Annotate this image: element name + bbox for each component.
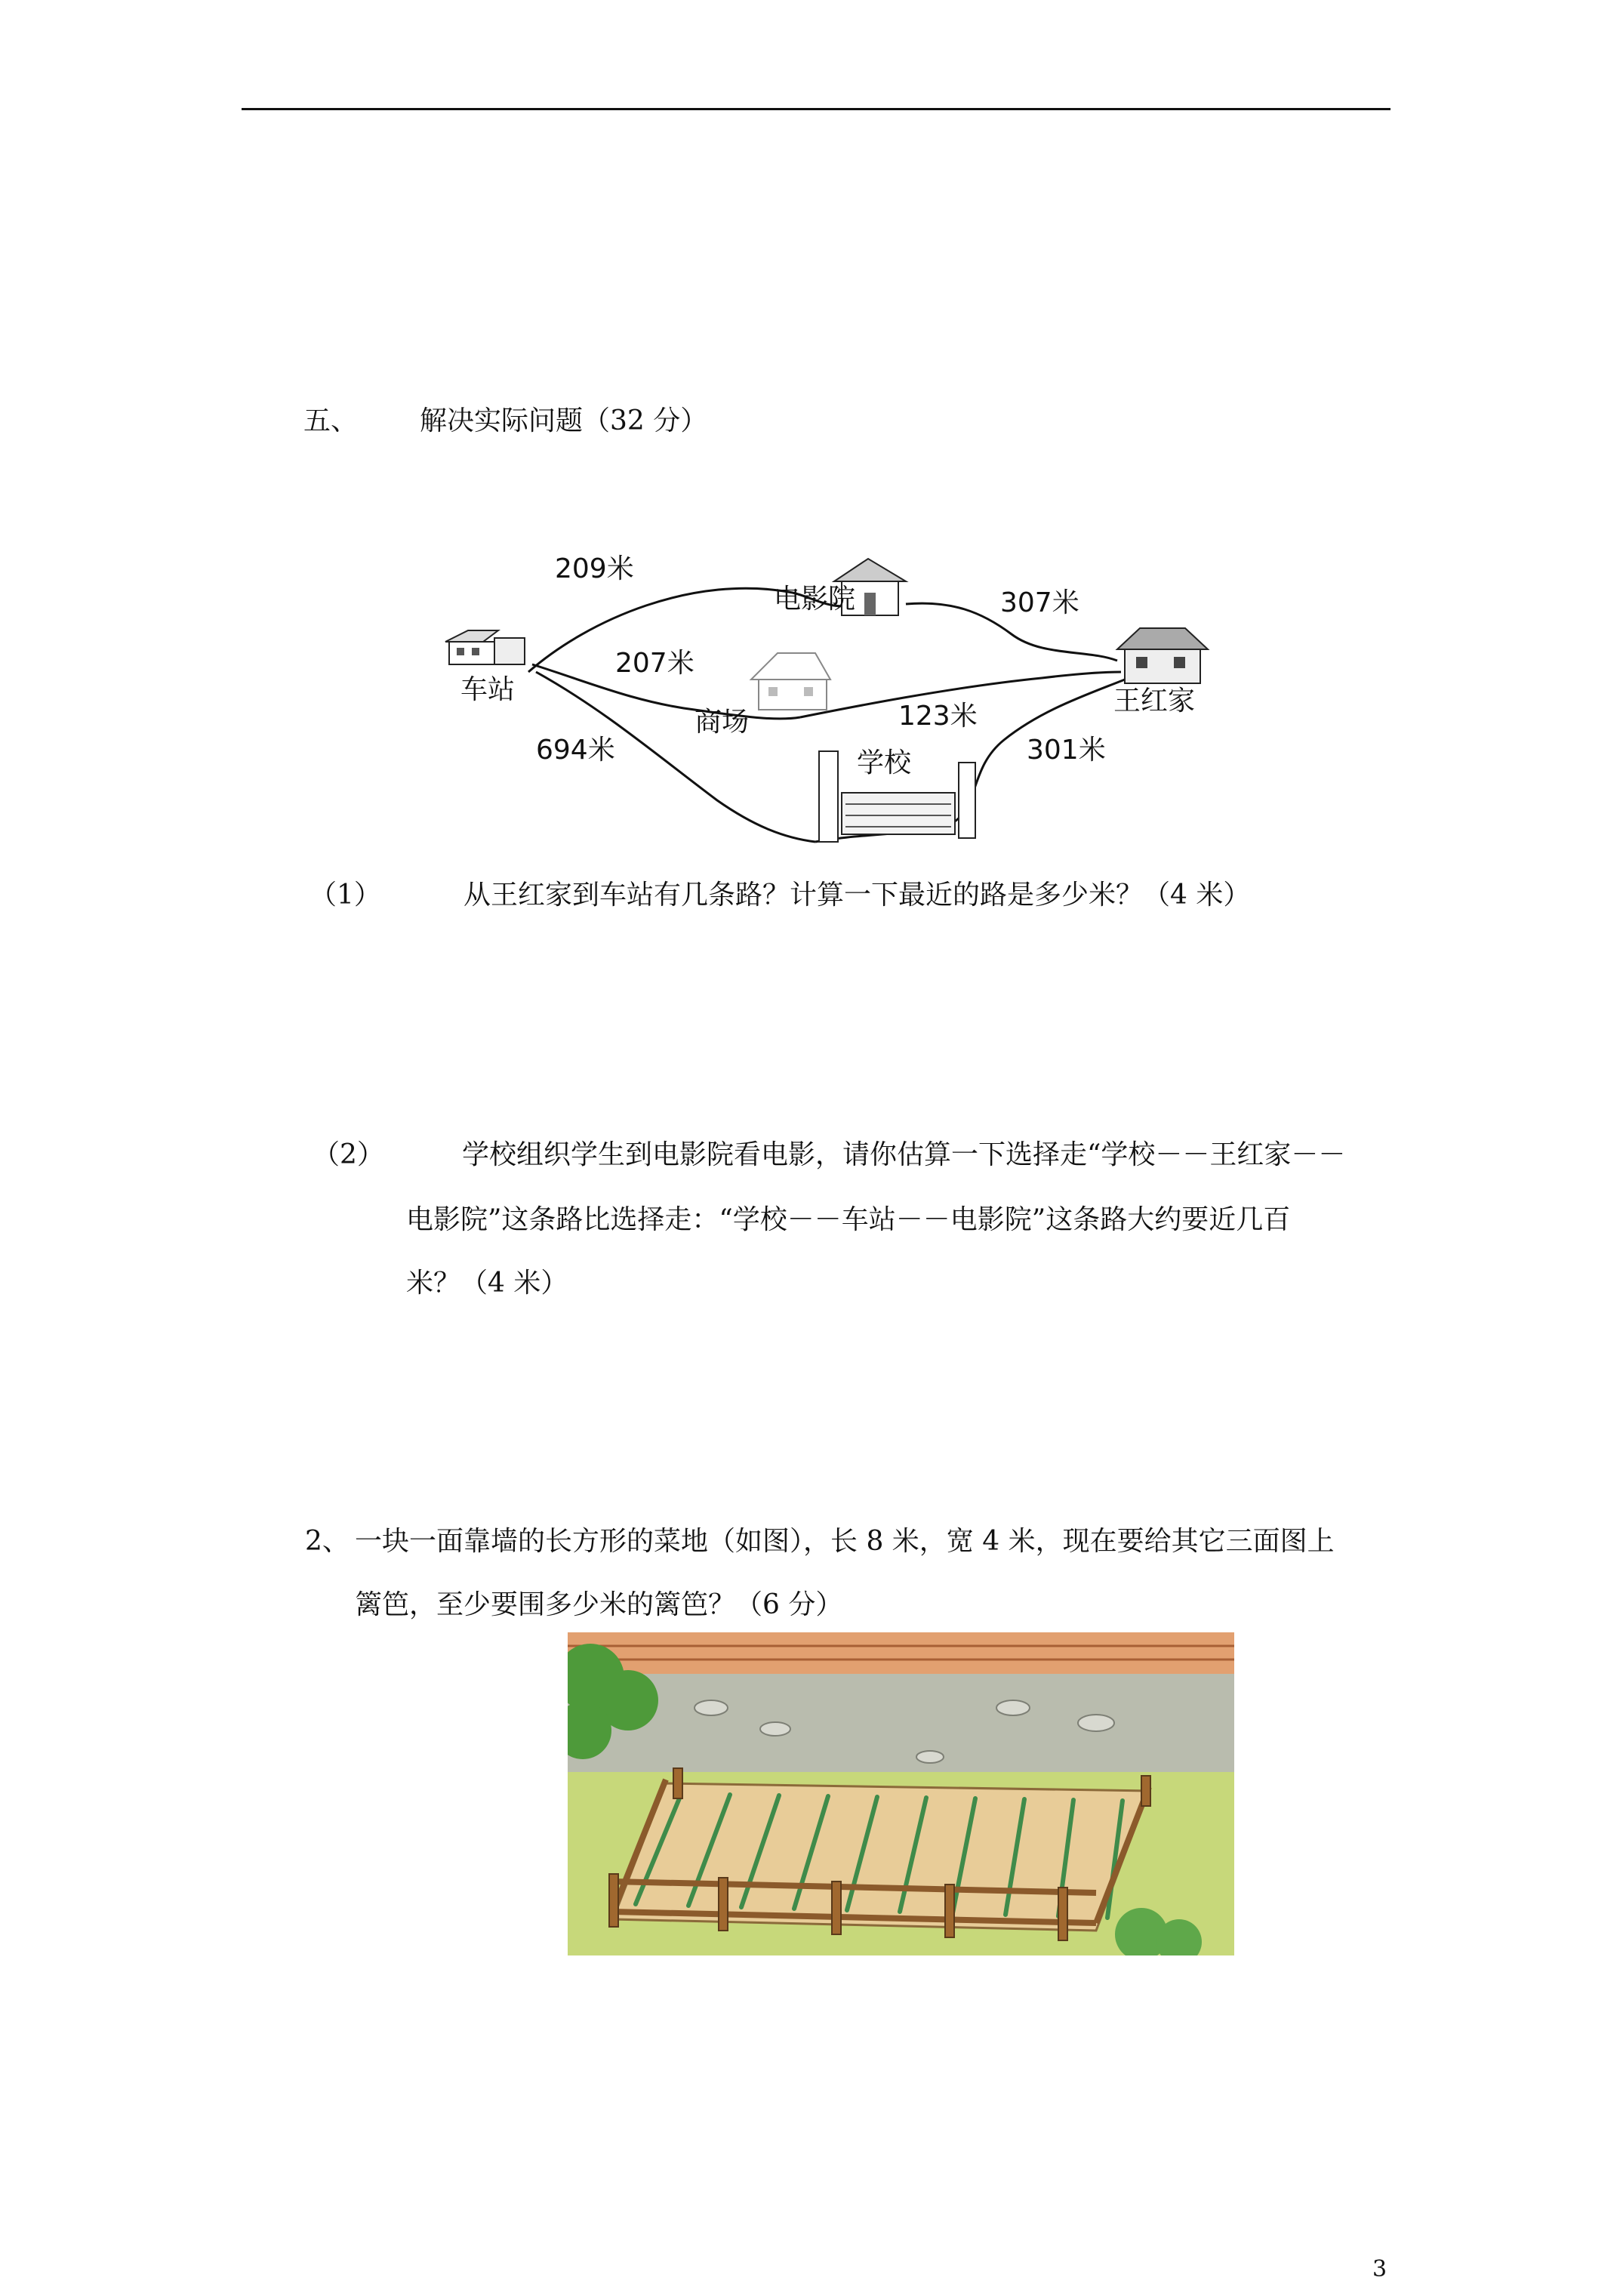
wall [568, 1674, 1234, 1772]
p2-line2: 篱笆，至少要围多少米的篱笆？（6 分） [355, 1589, 843, 1620]
label-home: 王红家 [1113, 686, 1196, 717]
label-cinema: 电影院 [774, 584, 856, 615]
q1-label: （1） [310, 880, 381, 911]
station-building [445, 630, 525, 664]
q2-line2: 电影院”这条路比选择走：“学校－－车站－－电影院”这条路大约要近几百 [406, 1204, 1291, 1235]
distance-school-home: 301米 [1027, 735, 1106, 766]
distance-station-cinema: 209米 [555, 553, 634, 584]
page-number: 3 [1372, 2256, 1387, 2282]
section-title: 解决实际问题（32 分） [420, 405, 708, 436]
distance-station-mall: 207米 [615, 648, 694, 679]
q2-line3: 米？（4 米） [406, 1268, 568, 1299]
mall-building [751, 653, 830, 710]
route-map [423, 529, 1253, 853]
label-station: 车站 [460, 674, 516, 705]
p2-line1: 一块一面靠墙的长方形的菜地（如图），长 8 米，宽 4 米，现在要给其它三面图上 [355, 1526, 1335, 1557]
soil-plot [613, 1783, 1149, 1931]
q2-line1: 学校组织学生到电影院看电影，请你估算一下选择走“学校－－王红家－－ [462, 1139, 1346, 1170]
q1-text: 从王红家到车站有几条路？计算一下最近的路是多少米？（4 米） [463, 880, 1251, 911]
label-school: 学校 [857, 747, 912, 778]
vegetable-garden-illustration [568, 1632, 1234, 1955]
p2-label: 2、 [305, 1526, 350, 1557]
label-mall: 商场 [694, 707, 750, 738]
distance-mall-home: 123米 [898, 701, 978, 732]
home-building [1117, 628, 1208, 683]
wall-roof [568, 1632, 1234, 1674]
q2-label: （2） [313, 1139, 384, 1170]
header-rule [242, 108, 1390, 110]
section-number: 五、 [303, 405, 359, 436]
distance-cinema-home: 307米 [1000, 587, 1079, 618]
distance-station-school: 694米 [536, 735, 615, 766]
